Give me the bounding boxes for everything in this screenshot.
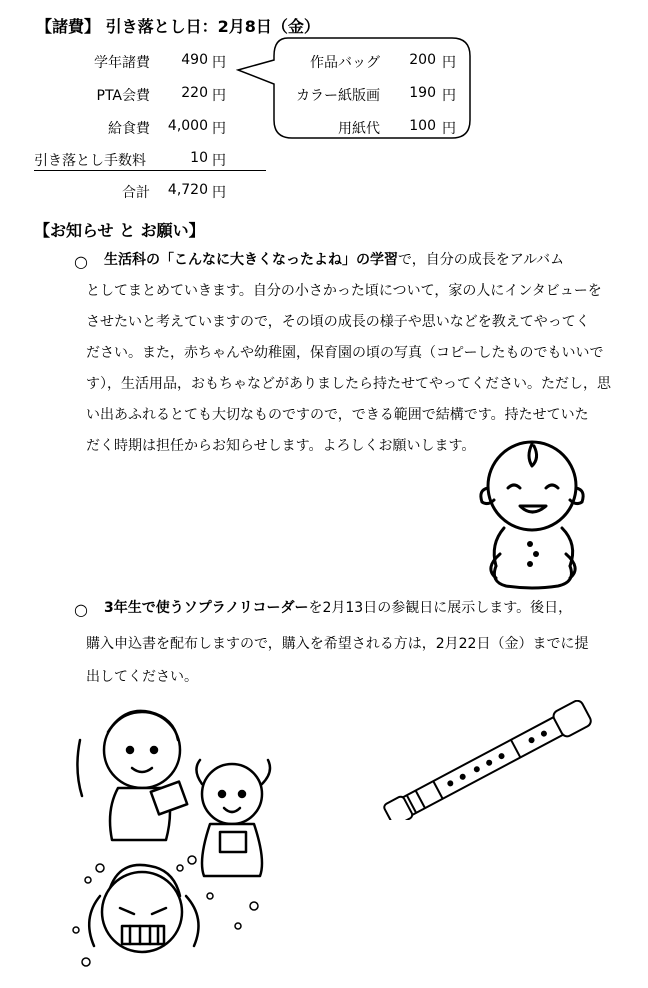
recorder-illustration — [370, 700, 610, 820]
total-label: 合計 — [122, 185, 150, 201]
yen-unit: 円 — [212, 88, 226, 104]
notice-1-line: ださい。また，赤ちゃんや幼稚園，保育園の頃の写真（コピーしたものでもいいで — [86, 345, 604, 361]
fee-amount: 490 — [181, 52, 208, 68]
fee-label: 学年諸費 — [94, 55, 150, 71]
bubble-fee-amount: 200 — [409, 52, 436, 68]
notice-2-lead: 3年生で使うソプラノリコーダー — [104, 600, 309, 616]
bubble-fee-label: 用紙代 — [338, 121, 380, 137]
yen-unit: 円 — [442, 88, 456, 104]
total-amount: 4,720 — [167, 182, 208, 198]
baby-illustration — [470, 436, 605, 591]
notice-1 — [104, 248, 624, 273]
bullet-icon: ○ — [74, 600, 88, 619]
fee-label: 給食費 — [108, 121, 150, 137]
notice-1-body — [86, 273, 626, 459]
fees-heading: 【諸費】 引き落とし日：2月8日（金） — [36, 17, 320, 36]
bubble-fee-label: カラー紙版画 — [296, 88, 380, 104]
notice-1-lead: 生活科の「こんなに大きくなったよね」の学習 — [104, 252, 398, 268]
bubble-fee-amount: 190 — [409, 85, 436, 101]
fee-label: PTA会費 — [96, 88, 150, 104]
notice-2-line: を2月13日の参観日に展示します。後日， — [308, 600, 573, 616]
yen-unit: 円 — [212, 153, 226, 169]
notice-1-line: で，自分の成長をアルバム — [398, 252, 565, 268]
fee-amount: 4,000 — [167, 118, 208, 134]
notice-2 — [104, 596, 624, 621]
yen-unit: 円 — [212, 55, 226, 71]
yen-unit: 円 — [442, 55, 456, 71]
total-divider — [34, 170, 266, 171]
yen-unit: 円 — [212, 185, 226, 201]
yen-unit: 円 — [212, 121, 226, 137]
notice-1-line: としてまとめていきます。自分の小さかった頃について，家の人にインタビューを — [86, 283, 602, 299]
fee-amount: 220 — [181, 85, 208, 101]
yen-unit: 円 — [442, 121, 456, 137]
bullet-icon: ○ — [74, 252, 88, 271]
fee-label: 引き落とし手数料 — [34, 153, 146, 169]
bubble-fee-amount: 100 — [409, 118, 436, 134]
notice-2-line: 出してください。 — [86, 669, 198, 685]
notice-2-body — [86, 626, 626, 690]
fee-amount: 10 — [190, 150, 208, 166]
notice-1-line: す），生活用品，おもちゃなどがありましたら持たせてやってください。ただし，思 — [86, 376, 611, 392]
bubble-fee-label: 作品バッグ — [310, 55, 380, 71]
notice-1-line: い出あふれるとても大切なものですので，できる範囲で結構です。持たせていた — [86, 407, 589, 423]
notice-1-line: させたいと考えていますので，その頃の成長の様子や思いなどを教えてやってく — [86, 314, 590, 330]
notice-1-line: だく時期は担任からお知らせします。よろしくお願いします。 — [86, 438, 476, 454]
notices-heading: 【お知らせ と お願い】 — [34, 221, 205, 240]
children-illustration — [70, 700, 280, 980]
notice-2-line: 購入申込書を配布しますので，購入を希望される方は，2月22日（金）までに提 — [86, 636, 589, 652]
